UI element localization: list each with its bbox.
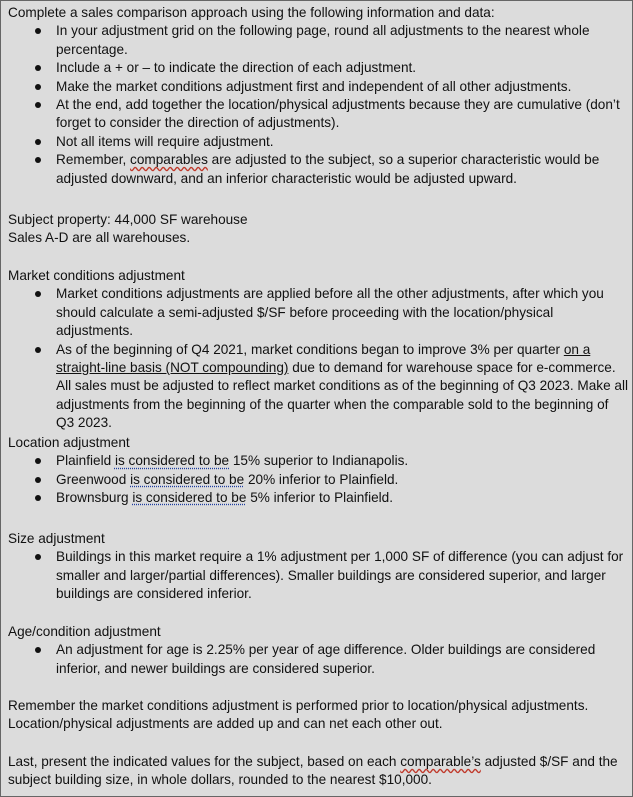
spellcheck-flag: comparables	[130, 152, 208, 168]
grammar-flag: is considered to be	[114, 453, 230, 469]
market-heading: Market conditions adjustment	[8, 268, 185, 283]
closing-section	[8, 697, 628, 734]
market-bullet: Market conditions adjustments are applied before all the other adjustments, after which you should calculate a semi-adjusted $/SF before proceeding with the location/physical adjustments.	[8, 285, 628, 340]
intro-section	[8, 4, 628, 188]
size-bullet: Buildings in this market require a 1% adjustment per 1,000 SF of difference (you can adjust for smaller and larger/partial differences). Smaller buildings are considered superior, and larger buildings are considered inferior.	[8, 548, 628, 603]
location-section	[8, 434, 628, 508]
location-bullet: Brownsburg is considered to be 5% inferior to Plainfield.	[8, 489, 628, 507]
age-heading: Age/condition adjustment	[8, 624, 161, 639]
grammar-flag: is considered to be	[132, 490, 247, 506]
intro-heading: Complete a sales comparison approach using the following information and data:	[8, 5, 495, 20]
grammar-flag: is considered to be	[130, 471, 245, 487]
age-bullet: An adjustment for age is 2.25% per year of age difference. Older buildings are considered inferior, and newer buildings are considered superior.	[8, 641, 628, 678]
intro-bullet-list	[8, 22, 628, 188]
location-bullet-list	[8, 452, 628, 507]
subject-section	[8, 211, 628, 248]
intro-bullet: At the end, add together the location/physical adjustments because they are cumulative (don’t forget to consider the direction of adjustments).	[8, 96, 628, 133]
size-heading: Size adjustment	[8, 531, 105, 546]
market-bullet: As of the beginning of Q4 2021, market conditions began to improve 3% per quarter on a straight-line basis (NOT compounding) due to demand for warehouse space for e-commerce. All sales must be adjusted to reflect market conditions as of the beginning of Q3 2023. Make all adjustments from the beginning of the quarter when the comparable sold to the beginning of Q3 2023.	[8, 341, 628, 433]
intro-bullet: Make the market conditions adjustment first and independent of all other adjustments.	[8, 78, 628, 96]
spellcheck-flag: comparable’s	[400, 754, 481, 769]
final-paragraph: Last, present the indicated values for the subject, based on each comparable’s adjusted $/SF and the subject building size, in whole dollars, rounded to the nearest $10,000.	[8, 754, 618, 788]
intro-bullet: Not all items will require adjustment.	[8, 133, 628, 151]
age-bullet-list	[8, 641, 628, 678]
sales-line: Sales A-D are all warehouses.	[8, 230, 191, 246]
intro-bullet: Include a + or – to indicate the direction of each adjustment.	[8, 59, 628, 77]
closing-paragraph: Remember the market conditions adjustment is performed prior to location/physical adjustments. Location/physical adjustments are added up and can net each other out.	[8, 698, 589, 732]
size-section	[8, 530, 628, 604]
location-heading: Location adjustment	[8, 435, 130, 450]
size-bullet-list	[8, 548, 628, 603]
intro-bullet: In your adjustment grid on the following page, round all adjustments to the nearest whole percentage.	[8, 22, 628, 59]
intro-bullet-remember: Remember, comparables are adjusted to the subject, so a superior characteristic would be adjusted downward, and an inferior characteristic would be adjusted upward.	[8, 151, 628, 188]
location-bullet: Greenwood is considered to be 20% inferior to Plainfield.	[8, 471, 628, 489]
market-bullet-list	[8, 285, 628, 432]
age-section	[8, 623, 628, 678]
market-section	[8, 267, 628, 433]
underlined-text: on a straight-line basis (NOT compounding)	[56, 341, 591, 376]
final-section	[8, 753, 628, 790]
subject-line: Subject property: 44,000 SF warehouse	[8, 212, 248, 227]
location-bullet: Plainfield is considered to be 15% superior to Indianapolis.	[8, 452, 628, 470]
